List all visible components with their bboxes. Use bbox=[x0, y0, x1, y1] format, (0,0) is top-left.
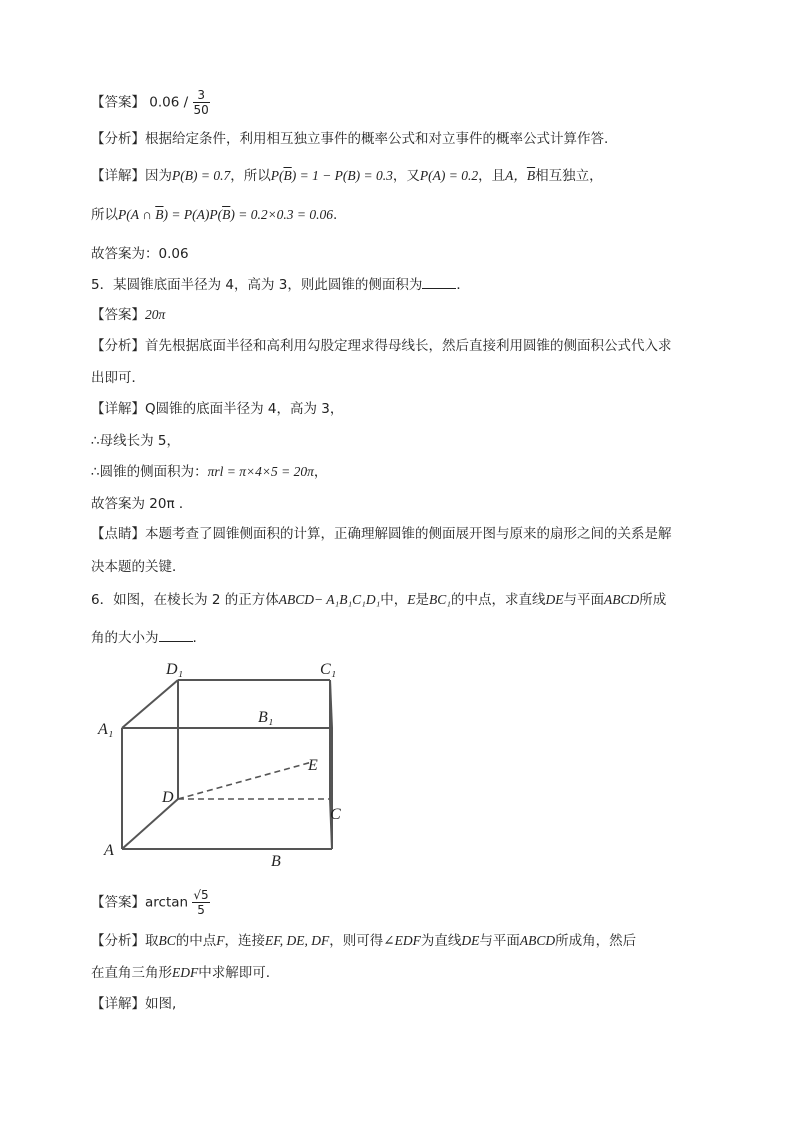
analysis-tag: 【分析】 bbox=[91, 933, 145, 949]
q4-detail-text: ，所以 bbox=[230, 168, 271, 184]
q4-detail-formula: $\overline{B}$ bbox=[283, 168, 292, 183]
q5-comment-2: 决本题的关键． bbox=[91, 559, 186, 575]
q4-so-formula: $\overline{B}$ bbox=[222, 207, 231, 222]
analysis-tag: 【分析】 bbox=[91, 338, 145, 354]
q6-analysis-text: ，连接 bbox=[224, 933, 266, 949]
q4-detail-text: 因为 bbox=[145, 168, 172, 184]
q4-detail-formula: $\overline{B}$ bbox=[526, 168, 536, 183]
vertex-label-b: B bbox=[271, 853, 281, 870]
q6-analysis-text: 的中点 bbox=[175, 933, 217, 949]
q4-detail-text: ，且 bbox=[478, 168, 506, 184]
q5-detail-text: ， bbox=[313, 464, 328, 480]
q6-stem-2 bbox=[91, 626, 197, 646]
q6-stem-text: 中， bbox=[380, 592, 408, 608]
q5-detail-formula: πrl = π×4×5 = 20π bbox=[207, 464, 314, 479]
q4-so-text: . bbox=[333, 207, 338, 223]
q6-analysis-text: 取 bbox=[145, 933, 159, 949]
q4-detail-text: ，又 bbox=[392, 168, 420, 184]
q4-so-text: 所以 bbox=[91, 207, 118, 223]
q6-stem-text: 6．如图，在棱长为 2 的正方体 bbox=[91, 592, 279, 608]
q6-stem-text: . bbox=[192, 630, 197, 646]
vertex-label-b1: B₁ bbox=[258, 709, 274, 726]
q6-stem-text: 的中点，求直线 bbox=[450, 592, 546, 608]
q6-analysis-formula: F bbox=[216, 933, 225, 948]
cube-edges bbox=[122, 680, 332, 849]
q6-stem-formula: ABCD bbox=[603, 592, 640, 607]
vertex-label-a: A bbox=[104, 842, 114, 859]
q4-so-line bbox=[91, 203, 337, 223]
q6-analysis-text: 中求解即可. bbox=[198, 965, 271, 981]
q6-analysis-text: 为直线 bbox=[420, 933, 462, 949]
q4-detail-formula: ) = 1 − P(B) = 0.3 bbox=[291, 168, 393, 183]
q4-so-formula: P(A ∩ bbox=[118, 207, 156, 222]
q5-detail-text: Q圆锥的底面半径为 4，高为 3， bbox=[145, 401, 344, 417]
q6-stem-1 bbox=[91, 588, 666, 608]
q6-answer bbox=[91, 888, 210, 917]
q4-detail-formula: P(B) = 0.7 bbox=[172, 168, 231, 183]
q6-stem-formula: ABCD− A₁B₁C₁D₁ bbox=[278, 592, 381, 607]
q6-analysis-text: 与平面 bbox=[479, 933, 520, 949]
q6-analysis-text: ，则可得 bbox=[329, 933, 384, 949]
vertex-label-c1: C₁ bbox=[320, 661, 337, 678]
q4-detail-formula: P(A) = 0.2 bbox=[419, 168, 479, 183]
q5-answer bbox=[91, 303, 165, 323]
vertex-label-d: D bbox=[162, 789, 174, 806]
hidden-segment-de bbox=[178, 762, 312, 799]
detail-tag: 【详解】 bbox=[91, 996, 145, 1012]
q4-answer-numerator: 3 bbox=[193, 88, 210, 103]
answer-tag: 【答案】 bbox=[91, 307, 145, 323]
q6-analysis-formula: EF, DE, DF bbox=[265, 933, 330, 948]
q6-answer-fraction bbox=[192, 888, 209, 917]
q6-answer-text: arctan bbox=[145, 894, 189, 911]
q4-so-formula: $\overline{B}$ bbox=[155, 207, 164, 222]
q5-detail-3 bbox=[91, 460, 327, 480]
q4-answer-denominator: 50 bbox=[193, 103, 209, 117]
q6-stem-text: 角的大小为 bbox=[91, 630, 159, 646]
q6-analysis-formula: ABCD bbox=[519, 933, 556, 948]
edge-ad bbox=[122, 799, 178, 849]
q5-comment-1 bbox=[91, 522, 672, 542]
q6-answer-numerator: √5 bbox=[193, 888, 209, 902]
q4-detail-text: 相互独立， bbox=[535, 168, 603, 184]
q4-answer-line bbox=[91, 88, 210, 117]
detail-tag: 【详解】 bbox=[91, 401, 145, 417]
q5-detail-2: ∴母线长为 5， bbox=[91, 433, 180, 449]
answer-blank bbox=[159, 629, 193, 642]
q6-stem-text: 是 bbox=[415, 592, 430, 608]
q4-final: 故答案为：0.06 bbox=[91, 246, 189, 262]
q4-detail-line bbox=[91, 164, 603, 184]
q4-so-formula: ) = P(A)P( bbox=[163, 207, 223, 222]
q6-stem-formula: BC₁ bbox=[429, 592, 451, 607]
answer-tag: 【答案】 bbox=[91, 894, 145, 911]
q6-detail-text: 如图, bbox=[145, 996, 177, 1012]
q4-detail-formula: P( bbox=[270, 168, 284, 183]
q4-answer-text: 0.06 / bbox=[149, 94, 189, 111]
q6-analysis-text: 在直角三角形 bbox=[91, 965, 172, 981]
answer-blank bbox=[422, 276, 456, 289]
q6-analysis-2 bbox=[91, 961, 270, 981]
cube-figure bbox=[98, 652, 354, 882]
q6-stem-text: 与平面 bbox=[563, 592, 604, 608]
q5-stem-text: 5．某圆锥底面半径为 4，高为 3，则此圆锥的侧面积为 bbox=[91, 277, 423, 293]
q5-comment-text: 本题考查了圆锥侧面积的计算，正确理解圆锥的侧面展开图与原来的扇形之间的关系是解 bbox=[145, 526, 672, 542]
q6-analysis-formula: EDF bbox=[172, 965, 199, 980]
q6-stem-text: 所成 bbox=[639, 592, 667, 608]
q5-answer-value: 20π bbox=[145, 307, 166, 322]
q5-analysis-2: 出即可． bbox=[91, 370, 145, 386]
q6-stem-formula: E bbox=[407, 592, 416, 607]
q5-final: 故答案为 20π ． bbox=[91, 496, 193, 512]
q4-so-formula: ) = 0.2×0.3 = 0.06 bbox=[230, 207, 334, 222]
q4-analysis bbox=[91, 127, 608, 147]
q6-detail bbox=[91, 992, 176, 1012]
q4-answer-fraction bbox=[193, 88, 210, 117]
q5-analysis-1 bbox=[91, 334, 672, 354]
vertex-label-a1: A₁ bbox=[98, 721, 114, 738]
analysis-tag: 【分析】 bbox=[91, 131, 145, 147]
q4-analysis-text: 根据给定条件，利用相互独立事件的概率公式和对立事件的概率公式计算作答. bbox=[145, 131, 609, 147]
q5-analysis-text: 首先根据底面半径和高利用勾股定理求得母线长，然后直接利用圆锥的侧面积公式代入求 bbox=[145, 338, 672, 354]
detail-tag: 【详解】 bbox=[91, 168, 145, 184]
edge-a1d1 bbox=[122, 680, 178, 728]
q5-stem-text: ． bbox=[456, 277, 470, 293]
answer-tag: 【答案】 bbox=[91, 94, 145, 111]
q5-detail-text: ∴圆锥的侧面积为： bbox=[91, 464, 208, 480]
point-label-e: E bbox=[308, 757, 318, 774]
q6-analysis-formula: BC bbox=[158, 933, 176, 948]
q5-stem bbox=[91, 273, 470, 293]
q6-stem-formula: DE bbox=[545, 592, 564, 607]
vertex-label-c: C bbox=[330, 806, 341, 823]
q6-analysis-text: 所成角，然后 bbox=[555, 933, 637, 949]
q4-detail-formula: A， bbox=[505, 168, 527, 183]
q5-detail-1 bbox=[91, 397, 343, 417]
comment-tag: 【点睛】 bbox=[91, 526, 145, 542]
vertex-label-d1: D₁ bbox=[166, 661, 184, 678]
q6-answer-denominator: 5 bbox=[197, 903, 205, 917]
q6-analysis-formula: DE bbox=[461, 933, 480, 948]
q6-analysis-1 bbox=[91, 929, 636, 949]
q6-analysis-formula: ∠EDF bbox=[383, 933, 421, 948]
